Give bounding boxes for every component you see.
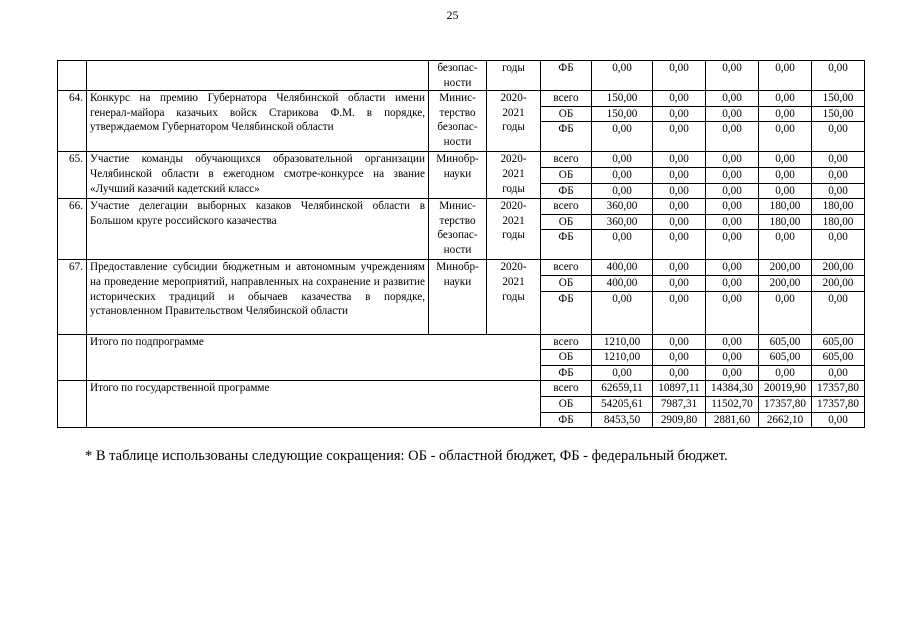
funding-value: 0,00 bbox=[759, 152, 812, 168]
funding-value: 0,00 bbox=[653, 152, 706, 168]
item-dates: 2020- 2021 годы bbox=[487, 152, 541, 199]
item-name: Конкурс на премию Губернатора Челябинской области имени генерал-майора казачьих войск Старикова Ф.М. в порядке, утверждаемом Губернатором Челябинской области bbox=[87, 91, 429, 152]
funding-value: 180,00 bbox=[812, 199, 865, 215]
total-funding-source: ОБ bbox=[541, 396, 592, 412]
funding-value: 0,00 bbox=[653, 61, 706, 91]
footnote: * В таблице использованы следующие сокращения: ОБ - областной бюджет, ФБ - федеральный бюджет. bbox=[85, 448, 728, 464]
budget-table bbox=[57, 60, 865, 428]
funding-value: 400,00 bbox=[592, 260, 653, 276]
funding-value: 360,00 bbox=[592, 199, 653, 215]
total-funding-value: 54205,61 bbox=[592, 396, 653, 412]
total-funding-value: 1210,00 bbox=[592, 334, 653, 350]
total-funding-value: 2881,60 bbox=[706, 412, 759, 428]
funding-source: всего bbox=[541, 152, 592, 168]
funding-value: 0,00 bbox=[706, 167, 759, 183]
item-dates: 2020- 2021 годы bbox=[487, 91, 541, 152]
funding-value: 0,00 bbox=[812, 122, 865, 152]
funding-value: 0,00 bbox=[812, 291, 865, 334]
total-funding-source: ФБ bbox=[541, 365, 592, 381]
funding-value: 0,00 bbox=[759, 91, 812, 107]
funding-value: 0,00 bbox=[706, 199, 759, 215]
total-funding-value: 0,00 bbox=[653, 365, 706, 381]
funding-value: 180,00 bbox=[812, 214, 865, 230]
total-funding-value: 7987,31 bbox=[653, 396, 706, 412]
total-funding-value: 0,00 bbox=[706, 334, 759, 350]
funding-source: ФБ bbox=[541, 61, 592, 91]
item-number: 65. bbox=[58, 152, 87, 199]
total-funding-source: ФБ bbox=[541, 412, 592, 428]
funding-value: 0,00 bbox=[759, 183, 812, 199]
total-funding-value: 17357,80 bbox=[812, 381, 865, 397]
funding-value: 360,00 bbox=[592, 214, 653, 230]
funding-value: 0,00 bbox=[653, 275, 706, 291]
total-funding-value: 8453,50 bbox=[592, 412, 653, 428]
total-funding-value: 17357,80 bbox=[759, 396, 812, 412]
total-funding-value: 20019,90 bbox=[759, 381, 812, 397]
funding-value: 200,00 bbox=[759, 275, 812, 291]
funding-source: всего bbox=[541, 91, 592, 107]
funding-value: 0,00 bbox=[706, 152, 759, 168]
funding-source: ОБ bbox=[541, 214, 592, 230]
table-row bbox=[58, 91, 865, 107]
funding-value: 0,00 bbox=[653, 199, 706, 215]
item-executor: безопас- ности bbox=[429, 61, 487, 91]
funding-value: 0,00 bbox=[706, 183, 759, 199]
funding-value: 150,00 bbox=[592, 106, 653, 122]
total-funding-value: 0,00 bbox=[812, 365, 865, 381]
funding-value: 0,00 bbox=[759, 122, 812, 152]
funding-value: 0,00 bbox=[706, 61, 759, 91]
total-funding-source: ОБ bbox=[541, 350, 592, 366]
table-row bbox=[58, 152, 865, 168]
item-dates: 2020- 2021 годы bbox=[487, 199, 541, 260]
total-funding-value: 2662,10 bbox=[759, 412, 812, 428]
funding-value: 0,00 bbox=[653, 260, 706, 276]
funding-source: ФБ bbox=[541, 230, 592, 260]
funding-value: 0,00 bbox=[653, 91, 706, 107]
total-funding-value: 0,00 bbox=[812, 412, 865, 428]
table-row bbox=[58, 199, 865, 215]
funding-value: 0,00 bbox=[706, 214, 759, 230]
total-funding-value: 605,00 bbox=[812, 334, 865, 350]
funding-value: 0,00 bbox=[706, 91, 759, 107]
funding-value: 200,00 bbox=[812, 275, 865, 291]
total-row bbox=[58, 381, 865, 397]
table-row bbox=[58, 260, 865, 276]
funding-source: всего bbox=[541, 260, 592, 276]
total-funding-value: 11502,70 bbox=[706, 396, 759, 412]
total-funding-value: 62659,11 bbox=[592, 381, 653, 397]
item-name: Участие делегации выборных казаков Челябинской области в Большом круге российского казачества bbox=[87, 199, 429, 260]
funding-value: 0,00 bbox=[653, 291, 706, 334]
total-funding-value: 605,00 bbox=[759, 350, 812, 366]
funding-value: 0,00 bbox=[759, 291, 812, 334]
page-number: 25 bbox=[446, 8, 459, 22]
item-number bbox=[58, 61, 87, 91]
funding-source: ФБ bbox=[541, 122, 592, 152]
item-number: 66. bbox=[58, 199, 87, 260]
funding-value: 0,00 bbox=[706, 291, 759, 334]
total-funding-value: 0,00 bbox=[653, 350, 706, 366]
funding-value: 0,00 bbox=[592, 61, 653, 91]
funding-value: 0,00 bbox=[653, 106, 706, 122]
total-funding-value: 0,00 bbox=[759, 365, 812, 381]
funding-value: 0,00 bbox=[812, 152, 865, 168]
funding-value: 0,00 bbox=[653, 214, 706, 230]
total-funding-source: всего bbox=[541, 334, 592, 350]
total-funding-value: 605,00 bbox=[759, 334, 812, 350]
funding-value: 0,00 bbox=[812, 61, 865, 91]
funding-value: 0,00 bbox=[759, 230, 812, 260]
funding-value: 0,00 bbox=[592, 122, 653, 152]
funding-value: 0,00 bbox=[759, 61, 812, 91]
total-label: Итого по подпрограмме bbox=[87, 334, 541, 381]
total-funding-value: 0,00 bbox=[592, 365, 653, 381]
total-funding-value: 17357,80 bbox=[812, 396, 865, 412]
total-number-cell bbox=[58, 334, 87, 381]
funding-value: 0,00 bbox=[706, 275, 759, 291]
item-executor: Минобр- науки bbox=[429, 260, 487, 334]
funding-value: 0,00 bbox=[812, 230, 865, 260]
funding-value: 0,00 bbox=[653, 183, 706, 199]
funding-value: 200,00 bbox=[759, 260, 812, 276]
total-funding-value: 605,00 bbox=[812, 350, 865, 366]
funding-value: 0,00 bbox=[812, 167, 865, 183]
total-number-cell bbox=[58, 381, 87, 428]
funding-source: ОБ bbox=[541, 275, 592, 291]
funding-value: 0,00 bbox=[653, 122, 706, 152]
funding-source: всего bbox=[541, 199, 592, 215]
funding-value: 0,00 bbox=[592, 291, 653, 334]
funding-value: 0,00 bbox=[759, 106, 812, 122]
total-funding-value: 0,00 bbox=[653, 334, 706, 350]
funding-value: 0,00 bbox=[592, 167, 653, 183]
item-name: Предоставление субсидии бюджетным и автономным учреждениям на проведение мероприятий, направленных на сохранение и развитие исторических традиций и обычаев казачества в порядке, установленном Правительством Челябинской области bbox=[87, 260, 429, 334]
table-row bbox=[58, 61, 865, 91]
total-funding-value: 1210,00 bbox=[592, 350, 653, 366]
total-funding-value: 14384,30 bbox=[706, 381, 759, 397]
item-executor: Минобр- науки bbox=[429, 152, 487, 199]
item-dates: 2020- 2021 годы bbox=[487, 260, 541, 334]
item-number: 64. bbox=[58, 91, 87, 152]
funding-value: 150,00 bbox=[592, 91, 653, 107]
funding-source: ФБ bbox=[541, 291, 592, 334]
funding-value: 180,00 bbox=[759, 199, 812, 215]
total-funding-value: 0,00 bbox=[706, 350, 759, 366]
funding-source: ФБ bbox=[541, 183, 592, 199]
item-executor: Минис- терство безопас- ности bbox=[429, 199, 487, 260]
funding-source: ОБ bbox=[541, 167, 592, 183]
total-funding-value: 10897,11 bbox=[653, 381, 706, 397]
funding-value: 0,00 bbox=[653, 230, 706, 260]
funding-value: 0,00 bbox=[706, 260, 759, 276]
total-funding-value: 0,00 bbox=[706, 365, 759, 381]
funding-value: 0,00 bbox=[706, 122, 759, 152]
funding-value: 150,00 bbox=[812, 91, 865, 107]
funding-value: 200,00 bbox=[812, 260, 865, 276]
funding-value: 0,00 bbox=[653, 167, 706, 183]
funding-value: 400,00 bbox=[592, 275, 653, 291]
item-executor: Минис- терство безопас- ности bbox=[429, 91, 487, 152]
funding-value: 150,00 bbox=[812, 106, 865, 122]
total-funding-source: всего bbox=[541, 381, 592, 397]
funding-value: 0,00 bbox=[759, 167, 812, 183]
item-dates: годы bbox=[487, 61, 541, 91]
funding-value: 0,00 bbox=[592, 152, 653, 168]
total-funding-value: 2909,80 bbox=[653, 412, 706, 428]
funding-value: 180,00 bbox=[759, 214, 812, 230]
funding-value: 0,00 bbox=[592, 183, 653, 199]
funding-value: 0,00 bbox=[592, 230, 653, 260]
total-label: Итого по государственной программе bbox=[87, 381, 541, 428]
total-row bbox=[58, 334, 865, 350]
funding-value: 0,00 bbox=[706, 230, 759, 260]
funding-value: 0,00 bbox=[812, 183, 865, 199]
funding-value: 0,00 bbox=[706, 106, 759, 122]
item-name bbox=[87, 61, 429, 91]
item-number: 67. bbox=[58, 260, 87, 334]
funding-source: ОБ bbox=[541, 106, 592, 122]
item-name: Участие команды обучающихся образовательной организации Челябинской области в ежегодном смотре-конкурсе на звание «Лучший казачий кадетский класс» bbox=[87, 152, 429, 199]
